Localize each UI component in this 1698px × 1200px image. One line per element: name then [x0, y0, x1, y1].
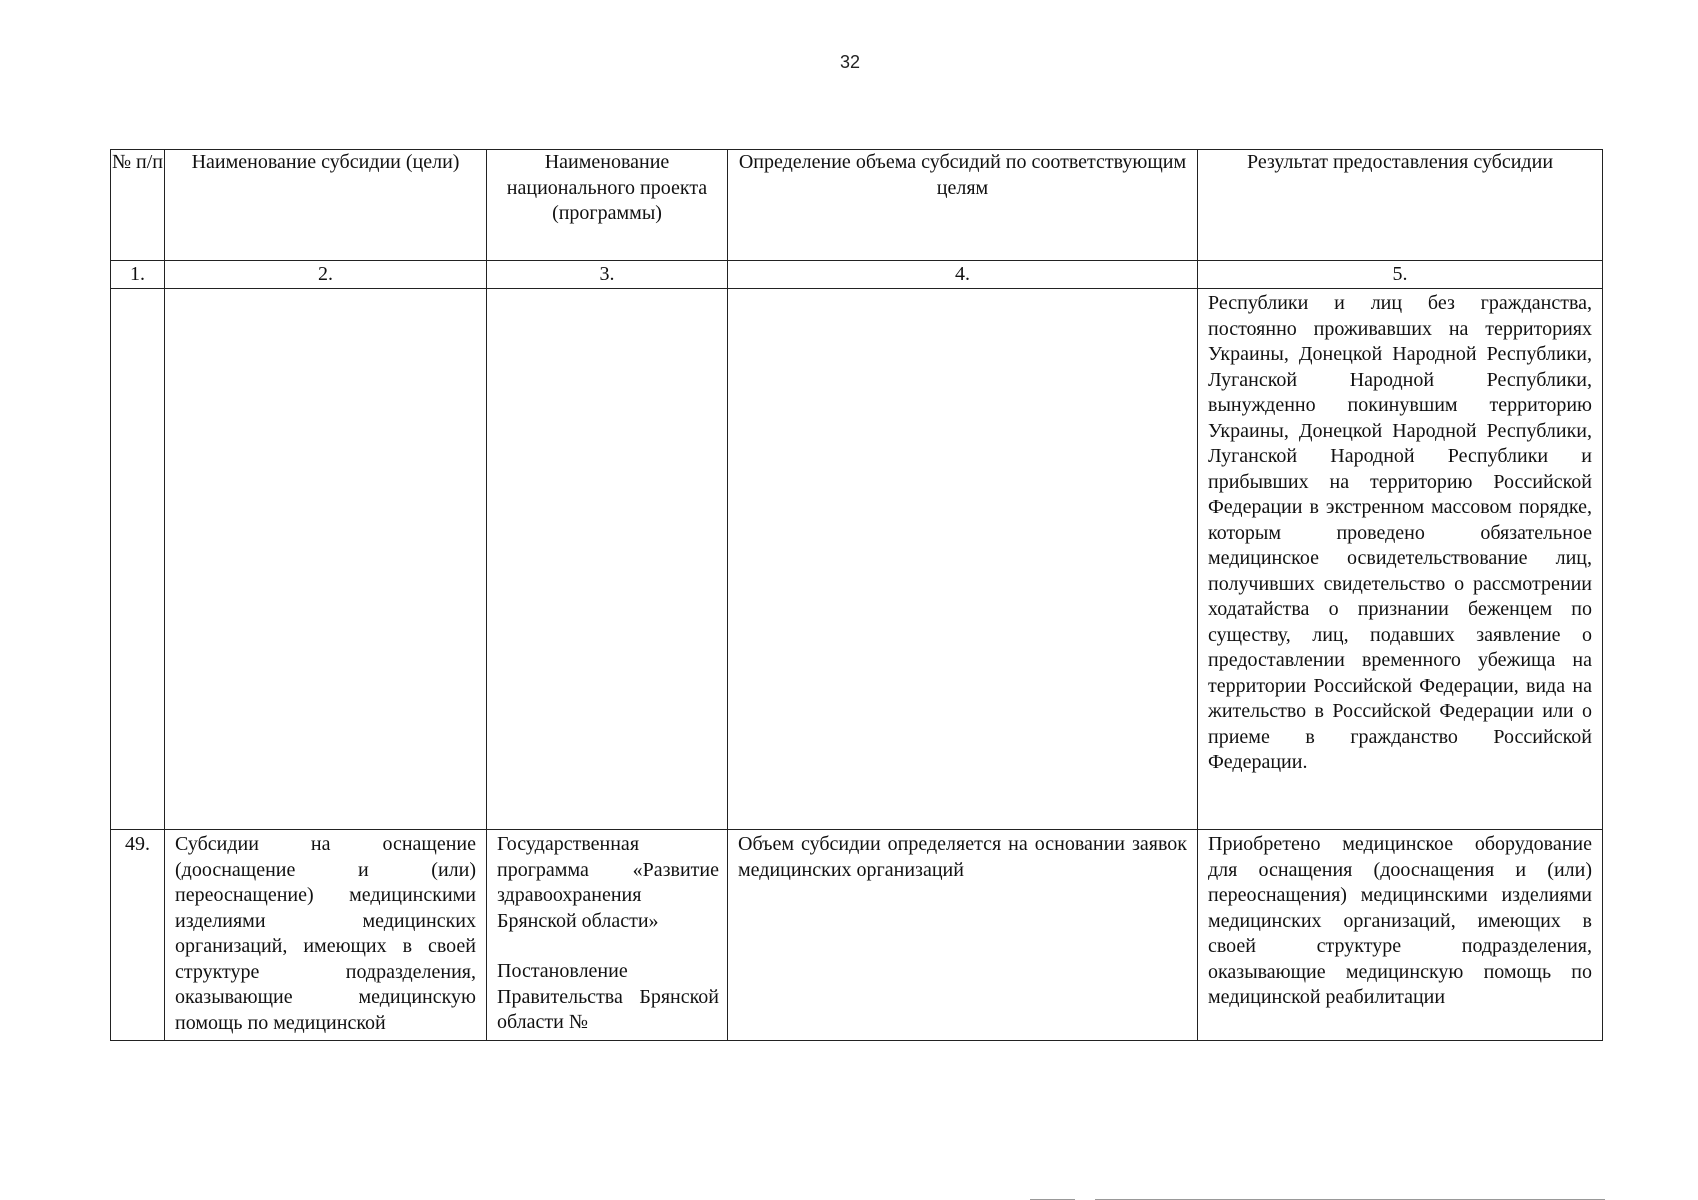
resolution-text: Постановление Правительства Брянской области №	[497, 960, 719, 1033]
subsidy-name-cell	[165, 830, 487, 1041]
program-name-text: Государственная программа «Развитие здравоохранения Брянской области»	[497, 833, 719, 932]
subsidy-name-text: Субсидии на оснащение (дооснащение и (или) переоснащение) медицинскими изделиями медицинских организаций, имеющих в своей структуре подразделения, оказывающие медицинскую помощь по медицинской	[175, 833, 476, 1034]
result-text: Приобретено медицинское оборудование для оснащения (дооснащения и (или) переоснащения) медицинскими изделиями медицинских организаций, имеющих в своей структуре подразделения, оказывающие медицинскую помощь по медицинской реабилитации	[1208, 833, 1592, 1008]
column-number: 2.	[165, 261, 487, 289]
table-row	[111, 289, 1603, 830]
subsidy-table	[110, 149, 1603, 1041]
column-numbers-row	[111, 261, 1603, 289]
volume-definition-cell	[728, 830, 1198, 1041]
result-cell	[1198, 289, 1603, 830]
national-project-cell	[487, 830, 728, 1041]
empty-cell	[165, 289, 487, 830]
header-subsidy-name: Наименование субсидии (цели)	[165, 150, 487, 261]
table-row	[111, 830, 1603, 1041]
result-cell	[1198, 830, 1603, 1041]
page-number: 32	[839, 52, 861, 72]
column-number: 4.	[728, 261, 1198, 289]
empty-cell	[728, 289, 1198, 830]
header-national-project: Наименование национального проекта (программы)	[487, 150, 728, 261]
column-number: 1.	[111, 261, 165, 289]
empty-cell	[111, 289, 165, 830]
result-continuation-text: Республики и лиц без гражданства, постоянно проживавших на территориях Украины, Донецкой Народной Республики, Луганской Народной Республики, вынужденно покинувшим территорию Украины, Донецкой Народной Республики, Луганской Народной Республики и прибывших на территорию Российской Федерации в экстренном массовом порядке, которым проведено обязательное медицинское освидетельствование лиц, получивших свидетельство о рассмотрении ходатайства о признании беженцем по существу, лиц, подавших заявление о предоставлении временного убежища на территории Российской Федерации, вида на жительство в Российской Федерации или о приеме в гражданство Российской Федерации.	[1208, 292, 1592, 773]
header-volume-definition: Определение объема субсидий по соответствующим целям	[728, 150, 1198, 261]
volume-definition-text: Объем субсидии определяется на основании заявок медицинских организаций	[738, 833, 1187, 881]
header-result: Результат предоставления субсидии	[1198, 150, 1603, 261]
column-number: 3.	[487, 261, 728, 289]
table-header-row	[111, 150, 1603, 261]
row-number: 49.	[111, 830, 165, 1041]
empty-cell	[487, 289, 728, 830]
column-number: 5.	[1198, 261, 1603, 289]
header-number: № п/п	[111, 150, 165, 261]
